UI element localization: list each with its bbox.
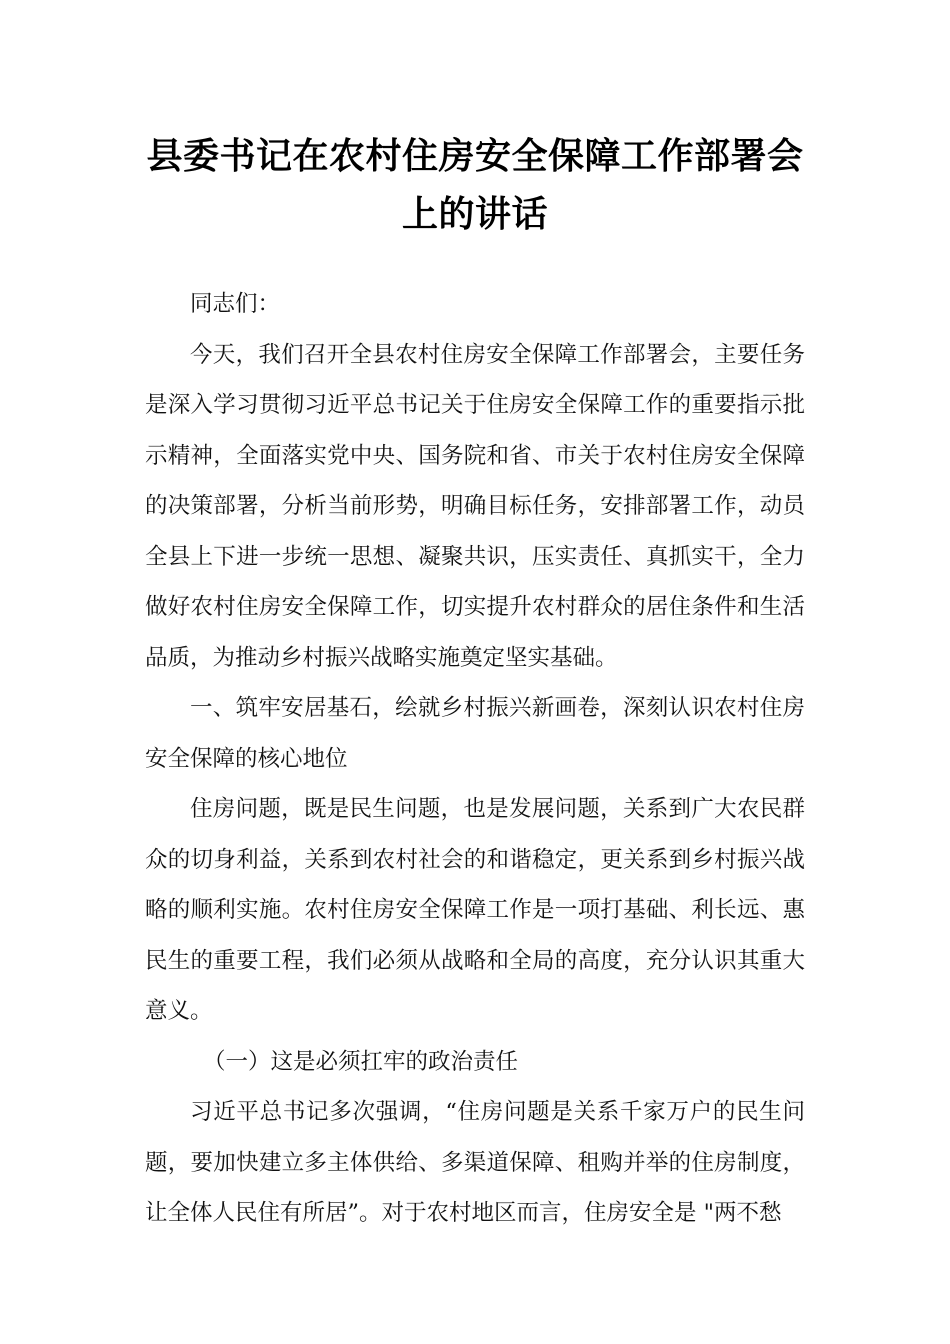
- salutation: 同志们：: [190, 291, 281, 317]
- title-line-2: 上的讲话: [401, 194, 548, 235]
- document-body: [145, 279, 805, 1239]
- intro-paragraph: 今天，我们召开全县农村住房安全保障工作部署会，主要任务是深入学习贯彻习近平总书记关于住房安全保障工作的重要指示批示精神，全面落实党中央、国务院和省、市关于农村住房安全保障的决策部署，分析当前形势，明确目标任务，安排部署工作，动员全县上下进一步统一思想、凝聚共识，压实责任、真抓实干，全力做好农村住房安全保障工作，切实提升农村群众的居住条件和生活品质，为推动乡村振兴战略实施奠定坚实基础。: [145, 341, 805, 671]
- document-title: [140, 128, 810, 244]
- section-1-paragraph: 住房问题，既是民生问题，也是发展问题，关系到广大农民群众的切身利益，关系到农村社会的和谐稳定，更关系到乡村振兴战略的顺利实施。农村住房安全保障工作是一项打基础、利长远、惠民生的重要工程，我们必须从战略和全局的高度，充分认识其重大意义。: [145, 796, 805, 1024]
- subsection-heading-1: （一）这是必须扛牢的政治责任: [203, 1048, 519, 1075]
- subsection-1-paragraph: 习近平总书记多次强调，“住房问题是关系千家万户的民生问题，要加快建立多主体供给、多渠道保障、租购并举的住房制度，让全体人民住有所居”。对于农村地区而言，住房安全是 "两不愁: [145, 1099, 805, 1226]
- section-heading-1: 一、筑牢安居基石，绘就乡村振兴新画卷，深刻认识农村住房安全保障的核心地位: [145, 695, 805, 772]
- title-line-1: 县委书记在农村住房安全保障工作部署会: [146, 136, 804, 177]
